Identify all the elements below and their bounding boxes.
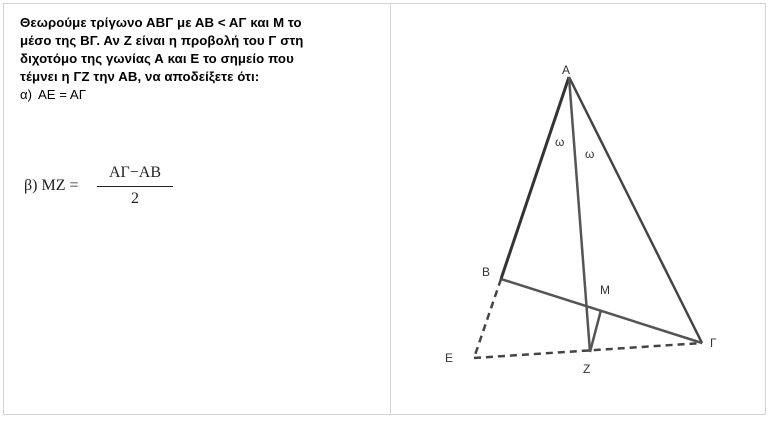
label-point-a: A xyxy=(562,63,571,77)
segment-ab xyxy=(501,77,569,279)
label-point-b: B xyxy=(482,265,491,279)
label-angle-left: ω xyxy=(555,135,565,149)
label-point-e: E xyxy=(445,351,454,365)
part-b-lhs: β) ΜΖ = xyxy=(24,177,79,194)
problem-line-4: τέμνει η ΓΖ την ΑΒ, να αποδείξετε ότι: xyxy=(20,69,260,84)
label-point-g: Γ xyxy=(710,336,717,350)
problem-line-1: Θεωρούμε τρίγωνο ΑΒΓ με ΑΒ < ΑΓ και Μ το xyxy=(20,15,302,30)
label-point-z: Z xyxy=(583,362,591,376)
fraction-numerator: ΑΓ−ΑΒ xyxy=(108,164,162,181)
part-a-label: α) xyxy=(20,87,33,102)
part-a-equation: ΑΕ = ΑΓ xyxy=(38,87,86,102)
segment-eg-dashed xyxy=(474,343,702,358)
label-point-m: M xyxy=(600,283,610,297)
problem-line-3: διχοτόμο της γωνίας Α και Ε το σημείο που xyxy=(20,51,294,66)
segment-mz xyxy=(590,310,601,352)
bisector-az xyxy=(569,77,590,352)
fraction-denominator: 2 xyxy=(131,190,139,207)
segment-ag xyxy=(569,77,702,343)
segment-be-dashed xyxy=(474,279,501,358)
label-angle-right: ω xyxy=(585,147,595,161)
problem-line-2: μέσο της ΒΓ. Αν Ζ είναι η προβολή του Γ στη xyxy=(20,33,304,48)
